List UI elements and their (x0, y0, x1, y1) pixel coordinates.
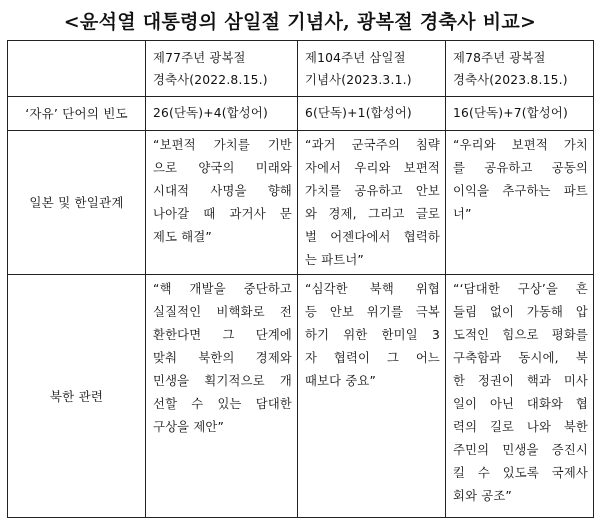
header-line: 제78주년 광복절 (453, 51, 546, 65)
table-cell (146, 275, 298, 518)
table-cell: 16(단독)+7(합성어) (446, 97, 594, 131)
table-cell (298, 275, 446, 518)
column-header-2023-march-first (298, 41, 446, 97)
cell-line: 때보다 중요” (305, 374, 377, 388)
cell-line: 력의 길로 나와 북한 (453, 420, 588, 434)
table-row-north-korea (8, 275, 594, 518)
cell-line: 구축함과 동시에, 북 (453, 351, 588, 365)
cell-line: 주민의 민생을 증진시 (453, 443, 588, 457)
cell-line: 등 안보 위기를 극복 (305, 305, 440, 319)
cell-line: 킬 수 있도록 국제사 (453, 466, 588, 480)
cell-line: 회와 공조” (453, 489, 512, 503)
row-label-freedom-frequency: ‘자유’ 단어의 빈도 (8, 97, 146, 131)
comparison-table (7, 40, 594, 518)
cell-line: “우리와 보편적 가치 (453, 138, 588, 152)
table-cell (446, 275, 594, 518)
cell-line: 자 협력이 그 어느 (305, 351, 440, 365)
cell-line: “‘담대한 구상’을 흔 (453, 282, 588, 296)
cell-line: 으로 양국의 미래와 (153, 161, 292, 175)
cell-line: 도적인 힘으로 평화를 (453, 328, 588, 342)
header-line: 경축사(2023.8.15.) (453, 73, 568, 87)
cell-line: 실질적인 비핵화로 전 (153, 305, 292, 319)
cell-line: 나아갈 때 과거사 문 (153, 207, 292, 221)
cell-line: 는 파트너” (305, 253, 364, 267)
table-row-japan-relations (8, 131, 594, 275)
cell-line: 민생을 획기적으로 개 (153, 374, 292, 388)
column-header-2023-liberation-day (446, 41, 594, 97)
header-corner-cell (8, 41, 146, 97)
header-line: 제104주년 삼일절 (305, 51, 406, 65)
cell-line: “보편적 가치를 기반 (153, 138, 292, 152)
table-row-freedom-frequency (8, 97, 594, 131)
page-title: <윤석열 대통령의 삼일절 기념사, 광복절 경축사 비교> (63, 11, 537, 33)
cell-line: 일이 아닌 대화와 협 (453, 397, 588, 411)
cell-line: 가치를 공유하고 안보 (305, 184, 440, 198)
cell-line: 이익을 추구하는 파트 (453, 184, 588, 198)
table-cell: 26(단독)+4(합성어) (146, 97, 298, 131)
cell-line: “핵 개발을 중단하고 (153, 282, 292, 296)
cell-line: 제도 해결” (153, 230, 212, 244)
cell-line: “과거 군국주의 침략 (305, 138, 440, 152)
cell-line: 하기 위한 한미일 3 (305, 328, 440, 342)
row-label-north-korea: 북한 관련 (8, 275, 146, 518)
cell-line: 한 정권이 핵과 미사 (453, 374, 588, 388)
table-cell (298, 131, 446, 275)
cell-line: 자에서 우리와 보편적 (305, 161, 440, 175)
table-cell: 6(단독)+1(합성어) (298, 97, 446, 131)
cell-line: 맞춰 북한의 경제와 (153, 351, 292, 365)
header-line: 제77주년 광복절 (153, 51, 246, 65)
row-label-japan-relations: 일본 및 한일관계 (8, 131, 146, 275)
cell-line: “심각한 북핵 위협 (305, 282, 440, 296)
table-cell (146, 131, 298, 275)
header-line: 기념사(2023.3.1.) (305, 73, 412, 87)
header-line: 경축사(2022.8.15.) (153, 73, 268, 87)
cell-line: 들림 없이 가동해 압 (453, 305, 588, 319)
cell-line: 시대적 사명을 향해 (153, 184, 292, 198)
cell-line: 환한다면 그 단계에 (153, 328, 292, 342)
table-header-row (8, 41, 594, 97)
cell-line: 너” (453, 207, 472, 221)
cell-line: 선할 수 있는 담대한 (153, 397, 292, 411)
cell-line: 와 경제, 그리고 글로 (305, 207, 440, 221)
cell-line: 를 공유하고 공동의 (453, 161, 588, 175)
cell-line: 구상을 제안” (153, 420, 225, 434)
cell-line: 벌 어젠다에서 협력하 (305, 230, 440, 244)
table-cell (446, 131, 594, 275)
column-header-2022-liberation-day (146, 41, 298, 97)
